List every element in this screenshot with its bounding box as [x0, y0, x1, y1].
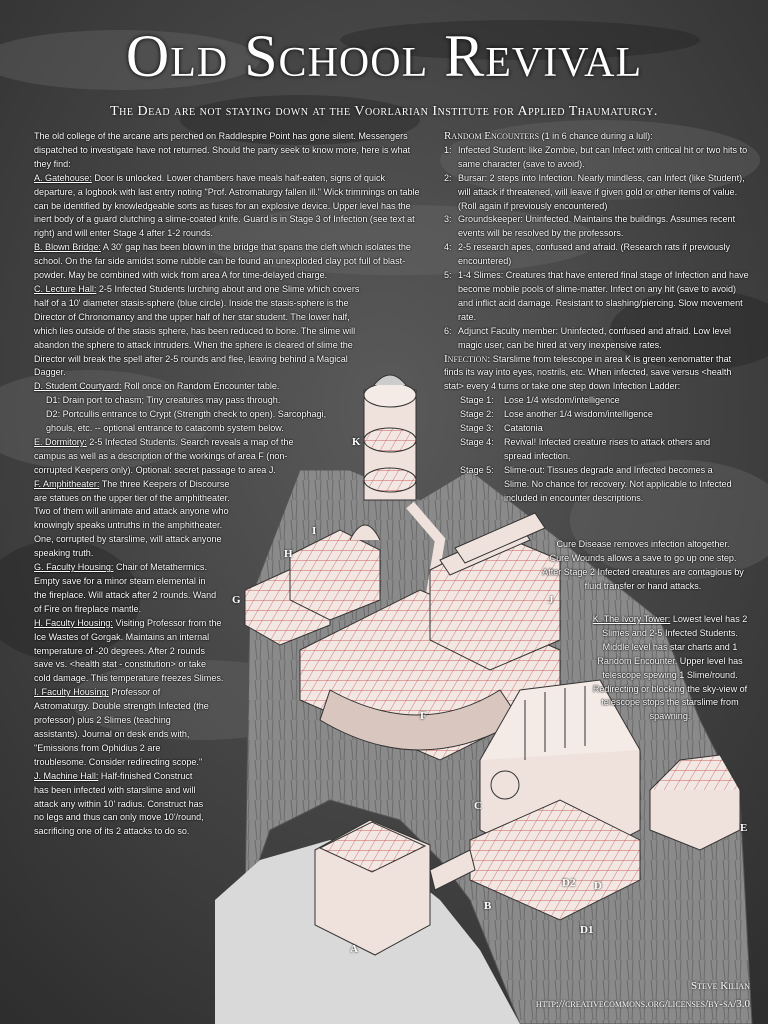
stage-text: Lose 1/4 wisdom/intelligence [504, 395, 620, 406]
entry-c-text: 2-5 Infected Students lurching about and one Slime which covers half of a 10' diameter stasis-sphere (blue circle). Inside the stasis-sphere is the Director of Chronomancy and the upper half of her star student. The lower half, which lies outside of the stasis sphere, has been reduced to bone. The slime will abandon the sphere to attack intruders. When the sphere is cleared of slime the Director will break the spell after 2-5 rounds and flee, leaving behind a Magical Dagger. [34, 283, 360, 378]
encounter-text: Bursar: 2 steps into Infection. Nearly mindless, can Infect (like Student), will attack if threatened, will leave if given gold or other items of value. (Roll again if previously encountered) [458, 172, 745, 211]
encounter-text: Adjunct Faculty member: Uninfected, confused and afraid. Low level magic user, can be hired at very inexpensive rates. [458, 325, 732, 350]
map-label-d: D [594, 880, 602, 892]
stage-text: Lose another 1/4 wisdom/intelligence [504, 409, 653, 420]
map-label-c: C [474, 800, 482, 812]
entry-h [34, 617, 224, 687]
map-label-d1: D1 [580, 924, 594, 936]
entry-d2: D2: Portcullis entrance to Crypt (Strength check to open). Sarcophagi, ghouls, etc. -- optional entrance to catacomb system below. [46, 409, 327, 434]
stage-number: Stage 5: [460, 464, 494, 475]
encounter-number: 2: [444, 172, 452, 183]
map-label-k: K [352, 436, 361, 448]
encounter-text: 1-4 Slimes: Creatures that have entered final stage of Infection and have become mobile pools of slime-matter. Infect on any hit (save to avoid) and inflict acid damage. Resistant to slashing/piercing. Slow movement rate. [458, 270, 749, 322]
infection-stage [460, 436, 734, 464]
entry-e [34, 436, 306, 478]
entry-j-text: Half-finished Construct has been infected with starslime and will attack any within 10' radius. Construct has no legs and thus can only move 10'/round, sacrificing one of its 2 attacks to do so. [34, 770, 204, 837]
entry-k [590, 613, 750, 724]
encounter-number: 6: [444, 325, 452, 336]
page-title: Old School Revival [125, 23, 643, 89]
encounter-item [444, 325, 750, 353]
page-subtitle: The Dead are not staying down at the Voorlarian Institute for Applied Thaumaturgy. [110, 104, 658, 119]
encounter-text: 2-5 research apes, confused and afraid. (Research rats if previously encountered) [458, 242, 731, 267]
entry-f [34, 478, 234, 561]
entry-j [34, 770, 204, 840]
map-label-j: J [548, 594, 554, 606]
entry-d [34, 380, 426, 394]
entry-c [34, 283, 364, 380]
map-label-g: G [232, 594, 241, 606]
encounter-item [444, 213, 750, 241]
map-label-d2: D2 [562, 877, 576, 889]
encounter-item [444, 172, 750, 214]
credit-block [536, 977, 750, 1013]
encounter-number: 5: [444, 270, 452, 281]
entry-k-label: K. The Ivory Tower: [592, 614, 671, 624]
left-column [34, 130, 426, 839]
cure-wounds-text: Cure Wounds allows a save to go up one step. After Stage 2 Infected creatures are contagious by fluid transfer or hand attacks. [542, 552, 744, 591]
entry-d1: D1: Drain port to chasm; Tiny creatures may pass through. [46, 395, 281, 406]
stage-text: Catatonia [504, 423, 543, 434]
license-link[interactable]: http://creativecommons.org/licenses/by-sa/3.0 [535, 998, 750, 1010]
map-label-a: A [350, 943, 358, 955]
entry-f-text: The three Keepers of Discourse are statues on the upper tier of the amphitheater. Two of them will animate and attack anyone who knowingly speaks untruths in the amphitheater. One, corrupted by starslime, will attack anyone speaking truth. [34, 478, 230, 559]
encounter-number: 3: [444, 214, 452, 225]
entry-c-label: C. Lecture Hall: [34, 283, 97, 294]
entry-i [34, 686, 214, 769]
stage-number: Stage 4: [460, 436, 494, 447]
map-label-b: B [484, 900, 492, 912]
entry-b-text: A 30' gap has been blown in the bridge that spans the cleft which isolates the school. On the far side amidst some rubble can be found an unexploded clay pot full of blast-powder. May be combined with wick from area A for time-delayed charge. [34, 242, 411, 281]
entry-i-label: I. Faculty Housing: [34, 687, 109, 698]
entry-a-label: A. Gatehouse: [34, 172, 92, 183]
right-column [444, 130, 750, 505]
stage-number: Stage 2: [460, 409, 494, 420]
encounter-text: Groundskeeper: Uninfected. Maintains the buildings. Assumes recent events will be resolved by the professors. [458, 214, 736, 239]
encounter-number: 1: [444, 144, 452, 155]
entry-f-label: F. Amphitheater: [34, 478, 100, 489]
encounter-number: 4: [444, 242, 452, 253]
stage-number: Stage 3: [460, 423, 494, 434]
encounter-item [444, 269, 750, 325]
map-label-e: E [740, 822, 748, 834]
entry-d-label: D. Student Courtyard: [34, 381, 122, 392]
encounter-text: Infected Student: like Zombie, but can Infect with critical hit or two hits to same character (save to avoid). [458, 144, 748, 169]
entry-j-label: J. Machine Hall: [34, 770, 99, 781]
stage-text: Revival! Infected creature rises to attack others and spread infection. [504, 436, 711, 461]
infection-stage [460, 422, 734, 436]
entry-e-text: 2-5 Infected Students. Search reveals a map of the campus as well as a description of the workings of area F (non-corrupted Keepers only). Optional: secret passage to area J. [34, 436, 294, 475]
cure-disease-text: Cure Disease removes infection altogether. [556, 539, 730, 549]
infection-ladder [444, 394, 734, 505]
entry-a-text: Door is unlocked. Lower chambers have meals half-eaten, signs of quick departure, a logbook with last entry noting "Prof. Astromaturgy fallen ill." Wick trimmings on table can be identified by knowledgeable sorts as fuses for an explosive device. Upper level has the inert body of a guard clutching a slime-coated knife. Guard is in Stage 3 of Infection (see text at right) and will enter Stage 4 after 1-2 rounds. [34, 172, 420, 239]
author-name: Steve Kilian [690, 980, 750, 992]
encounter-item [444, 241, 750, 269]
stage-text: Slime-out: Tissues degrade and Infected becomes a Slime. No chance for recovery. Not applicable to Infected included in encounter descriptions. [504, 464, 732, 503]
entry-k-text: Lowest level has 2 Slimes and 2-5 Infected Students. Middle level has star charts and 1 Random Encounter. Upper level has telescope spewing 1 Slime/round. Redirecting or blocking the sky-view of telescope stops the starslime from spawning. [592, 614, 748, 722]
entry-b-label: B. Blown Bridge: [34, 242, 101, 253]
encounter-list [444, 144, 750, 353]
stage-number: Stage 1: [460, 395, 494, 406]
entry-e-label: E. Dormitory: [34, 436, 87, 447]
infection-stage [460, 464, 734, 506]
infection-paragraph: Infection: Starslime from telescope in area K is green xenomatter that finds its way into eyes, nostrils, etc. When infected, save versus <health stat> every 4 turns or take one step down Infection Ladder: [444, 352, 732, 392]
entry-a [34, 172, 426, 242]
map-label-i: I [312, 525, 317, 537]
random-encounters-heading: Random Encounters (1 in 6 chance during a lull): [444, 130, 653, 142]
map-label-h: H [284, 548, 293, 560]
entry-g [34, 561, 220, 617]
entry-b [34, 241, 426, 283]
infection-stage [460, 408, 734, 422]
infection-stage [460, 394, 734, 408]
intro-text: The old college of the arcane arts perched on Raddlespire Point has gone silent. Messengers dispatched to investigate have not returned. Should the party seek to know more, here is what they find: [34, 131, 411, 169]
map-label-f: F [420, 710, 427, 722]
entry-h-label: H. Faculty Housing: [34, 617, 113, 628]
encounter-item [444, 144, 750, 172]
entry-i-text: Professor of Astromaturgy. Double strength Infected (the professor) plus 2 Slimes (teaching assistants). Journal on desk ends with, "Emissions from Ophidius 2 are troublesome. Consider redirecting scope." [34, 687, 209, 767]
entry-g-label: G. Faculty Housing: [34, 562, 114, 573]
cure-text [540, 538, 746, 594]
entry-h-text: Visiting Professor from the Ice Wastes of Gorgak. Maintains an internal temperature of -20 degrees. After 2 rounds save vs. <health stat - constitution> or take cold damage. This temperature freezes Slimes. [34, 617, 224, 684]
entry-d-text: Roll once on Random Encounter table. [121, 381, 280, 392]
entry-g-text: Chair of Metathermics. Empty save for a minor steam elemental in the fireplace. Will attack after 2 rounds. Wand of Fire on fireplace mantle. [34, 562, 217, 614]
